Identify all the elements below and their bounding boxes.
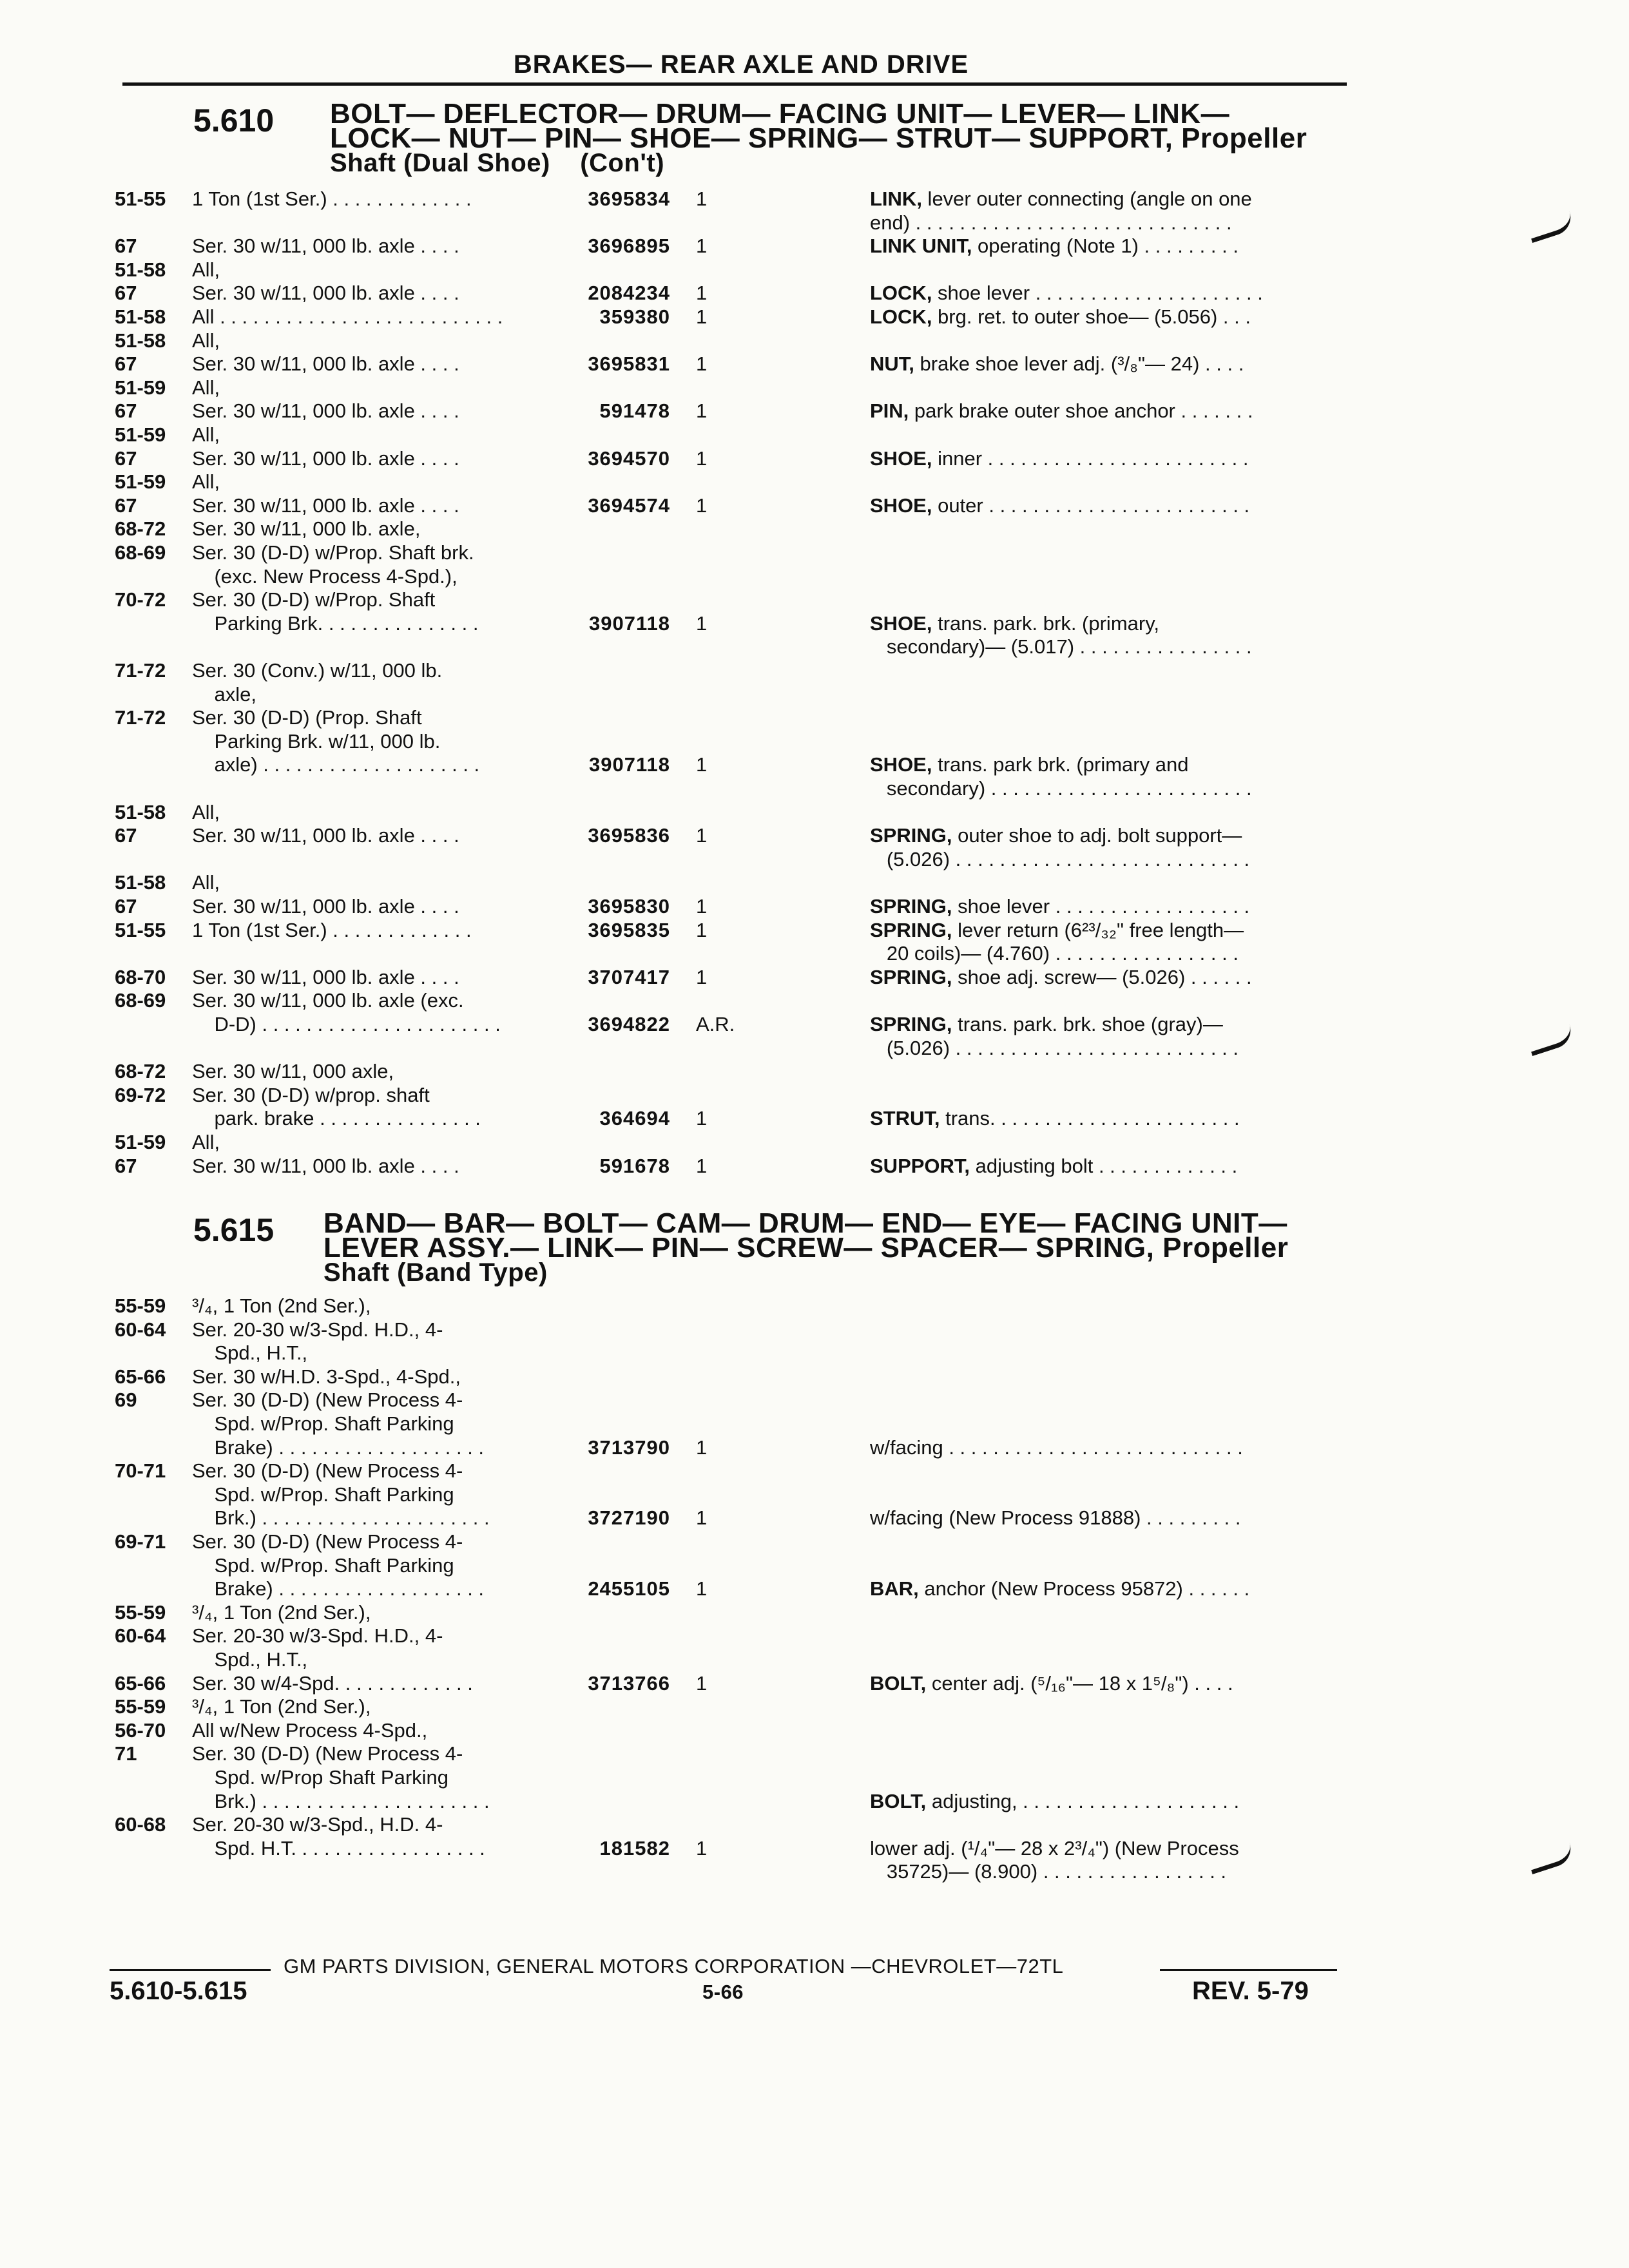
application-cell: All, [192,423,220,446]
year-cell: 68-72 [115,517,166,541]
part-number-cell: 591678 [599,1154,670,1177]
application-cell: All, [192,376,220,399]
part-number-cell: 359380 [599,305,670,328]
quantity-cell: 1 [696,305,708,328]
part-number-cell: 3696895 [588,235,670,258]
quantity-cell: 1 [696,447,708,470]
description-cell: SPRING, trans. park. brk. shoe (gray)— [870,1013,1223,1035]
description-keyword: SPRING, [870,965,952,988]
year-cell: 67 [115,1154,137,1177]
application-cell: axle) . . . . . . . . . . . . . . . . . . . . [192,753,480,776]
footer-section-range: 5.610-5.615 [110,1977,247,2005]
application-cell: Parking Brk. . . . . . . . . . . . . . . [192,611,479,635]
description-keyword: SPRING, [870,895,952,918]
description-keyword: LINK, [870,187,922,210]
quantity-cell: 1 [696,187,708,210]
application-cell: Spd., H.T., [192,1341,308,1365]
application-cell: All w/New Process 4-Spd., [192,1718,428,1742]
application-cell: All, [192,329,220,352]
quantity-cell: 1 [696,918,708,941]
year-cell: 51-59 [115,470,166,494]
application-cell: Brk.) . . . . . . . . . . . . . . . . . . . . . [192,1789,490,1812]
year-cell: 51-58 [115,800,166,823]
part-number-cell: 3727190 [588,1506,670,1530]
description-cell: SHOE, trans. park brk. (primary and [870,753,1189,776]
year-cell: 65-66 [115,1671,166,1695]
page-header-title: BRAKES— REAR AXLE AND DRIVE [513,50,969,79]
section-title-line: LOCK— NUT— PIN— SHOE— SPRING— STRUT— SUPPORT, Propeller [330,122,1307,154]
year-cell: 71-72 [115,706,166,729]
application-cell: 1 Ton (1st Ser.) . . . . . . . . . . . . . [192,918,472,941]
part-number-cell: 3713766 [588,1671,670,1695]
footer-company-line: GM PARTS DIVISION, GENERAL MOTORS CORPORATION —CHEVROLET—72TL [284,1955,1064,1977]
part-number-cell: 2455105 [588,1577,670,1600]
year-cell: 67 [115,235,137,258]
part-number-cell: 3695835 [588,918,670,941]
description-cell: SPRING, lever return (6²³/₃₂" free length— [870,918,1244,941]
description-cell: SPRING, shoe adj. screw— (5.026) . . . . . . [870,965,1252,988]
application-cell: Ser. 20-30 w/3-Spd., H.D. 4- [192,1813,443,1836]
application-cell: Ser. 30 w/11, 000 lb. axle . . . . [192,494,459,517]
quantity-cell: A.R. [696,1013,735,1035]
section-number: 5.615 [193,1212,275,1248]
year-cell: 67 [115,282,137,305]
quantity-cell: 1 [696,611,708,635]
year-cell: 69 [115,1389,137,1412]
year-cell: 67 [115,352,137,376]
part-number-cell: 3694570 [588,447,670,470]
part-number-cell: 591478 [599,399,670,423]
application-cell: 1 Ton (1st Ser.) . . . . . . . . . . . . . [192,187,472,210]
application-cell: Ser. 30 w/11, 000 lb. axle . . . . [192,965,459,988]
description-cell: 35725)— (8.900) . . . . . . . . . . . . . . . . . [870,1860,1227,1883]
section-number: 5.610 [193,102,275,139]
year-cell: 67 [115,824,137,847]
description-cell: STRUT, trans. . . . . . . . . . . . . . . . . . . . . . . [870,1107,1240,1130]
year-cell: 51-58 [115,871,166,894]
description-cell: SUPPORT, adjusting bolt . . . . . . . . . . . . . [870,1154,1238,1177]
description-keyword: BOLT, [870,1671,927,1695]
application-cell: Ser. 30 w/11, 000 lb. axle . . . . [192,447,459,470]
part-number-cell: 364694 [599,1107,670,1130]
year-cell: 68-69 [115,989,166,1012]
binder-mark [1527,211,1576,243]
application-cell: Ser. 30 w/11, 000 axle, [192,1060,394,1083]
application-cell: Spd. w/Prop Shaft Parking [192,1766,449,1789]
binder-mark [1527,1843,1576,1874]
year-cell: 51-55 [115,918,166,941]
quantity-cell: 1 [696,352,708,376]
application-cell: ³/₄, 1 Ton (2nd Ser.), [192,1600,371,1624]
application-cell: Ser. 30 w/11, 000 lb. axle, [192,517,421,541]
section-title-line: Shaft (Dual Shoe) (Con't) [330,149,665,177]
application-cell: Ser. 30 w/4-Spd. . . . . . . . . . . . . [192,1671,473,1695]
description-cell: SPRING, outer shoe to adj. bolt support— [870,824,1242,847]
year-cell: 67 [115,895,137,918]
description-cell: BOLT, center adj. (⁵/₁₆"— 18 x 1⁵/₈") . . . . [870,1671,1233,1695]
quantity-cell: 1 [696,1836,708,1860]
year-cell: 70-71 [115,1459,166,1483]
description-cell: PIN, park brake outer shoe anchor . . . . . . . [870,399,1253,423]
description-cell: SHOE, inner . . . . . . . . . . . . . . . . . . . . . . . . [870,447,1249,470]
description-keyword: SPRING, [870,1013,952,1035]
application-cell: Ser. 30 (Conv.) w/11, 000 lb. [192,659,443,682]
application-cell: All, [192,800,220,823]
description-keyword: LOCK, [870,282,932,305]
description-cell: SPRING, shoe lever . . . . . . . . . . . . . . . . . . [870,895,1250,918]
application-cell: Spd. w/Prop. Shaft Parking [192,1553,454,1577]
year-cell: 51-59 [115,376,166,399]
quantity-cell: 1 [696,895,708,918]
year-cell: 60-68 [115,1813,166,1836]
quantity-cell: 1 [696,965,708,988]
description-keyword: SHOE, [870,494,932,517]
year-cell: 71-72 [115,659,166,682]
description-cell: secondary) . . . . . . . . . . . . . . . . . . . . . . . . [870,777,1252,800]
quantity-cell: 1 [696,753,708,776]
application-cell: Ser. 30 w/H.D. 3-Spd., 4-Spd., [192,1365,461,1388]
application-cell: All, [192,258,220,281]
year-cell: 71 [115,1742,137,1765]
description-keyword: BOLT, [870,1789,927,1812]
year-cell: 51-58 [115,329,166,352]
application-cell: Brk.) . . . . . . . . . . . . . . . . . . . . . [192,1506,490,1530]
application-cell: Ser. 30 (D-D) w/Prop. Shaft brk. [192,541,474,564]
year-cell: 67 [115,494,137,517]
part-number-cell: 181582 [599,1836,670,1860]
year-cell: 67 [115,399,137,423]
year-cell: 51-58 [115,305,166,328]
section-title-line: BOLT— DEFLECTOR— DRUM— FACING UNIT— LEVER— LINK— [330,98,1230,130]
application-cell: (exc. New Process 4-Spd.), [192,564,458,588]
section-title-line: Shaft (Band Type) [323,1258,548,1287]
part-number-cell: 3694574 [588,494,670,517]
description-keyword: SHOE, [870,753,932,776]
quantity-cell: 1 [696,1154,708,1177]
application-cell: Ser. 30 w/11, 000 lb. axle . . . . [192,1154,459,1177]
application-cell: Spd., H.T., [192,1648,308,1671]
description-cell: LINK UNIT, operating (Note 1) . . . . . . . . . [870,235,1239,258]
year-cell: 55-59 [115,1294,166,1317]
binder-mark [1527,1024,1576,1056]
application-cell: All, [192,1131,220,1153]
description-cell: SHOE, outer . . . . . . . . . . . . . . . . . . . . . . . . [870,494,1250,517]
application-cell: All . . . . . . . . . . . . . . . . . . . . . . . . . . [192,305,503,328]
description-keyword: SPRING, [870,824,952,847]
year-cell: 60-64 [115,1318,166,1341]
quantity-cell: 1 [696,1436,708,1459]
part-number-cell: 3695830 [588,895,670,918]
application-cell: Spd. w/Prop. Shaft Parking [192,1412,454,1435]
description-cell: LINK, lever outer connecting (angle on one [870,187,1252,210]
description-keyword: LOCK, [870,305,932,328]
quantity-cell: 1 [696,1107,708,1130]
application-cell: park. brake . . . . . . . . . . . . . . . [192,1107,481,1130]
description-keyword: NUT, [870,352,914,376]
quantity-cell: 1 [696,235,708,258]
description-cell: LOCK, brg. ret. to outer shoe— (5.056) . . . [870,305,1251,328]
footer-page-number: 5-66 [702,1981,744,2003]
application-cell: Ser. 30 (D-D) (New Process 4- [192,1389,463,1412]
application-cell: Ser. 20-30 w/3-Spd. H.D., 4- [192,1318,443,1341]
application-cell: Brake) . . . . . . . . . . . . . . . . . . . [192,1436,485,1459]
application-cell: ³/₄, 1 Ton (2nd Ser.), [192,1695,371,1718]
application-cell: Ser. 30 (D-D) (New Process 4- [192,1530,463,1553]
application-cell: Ser. 30 w/11, 000 lb. axle . . . . [192,352,459,376]
year-cell: 67 [115,447,137,470]
application-cell: Ser. 30 (D-D) w/Prop. Shaft [192,588,436,611]
year-cell: 55-59 [115,1600,166,1624]
application-cell: Spd. w/Prop. Shaft Parking [192,1483,454,1506]
quantity-cell: 1 [696,282,708,305]
application-cell: All, [192,470,220,494]
description-cell: BAR, anchor (New Process 95872) . . . . . . [870,1577,1250,1600]
footer-revision: REV. 5-79 [1192,1977,1309,2005]
footer-rule-left [110,1969,271,1971]
application-cell: Ser. 30 w/11, 000 lb. axle . . . . [192,824,459,847]
description-cell: LOCK, shoe lever . . . . . . . . . . . . . . . . . . . . . [870,282,1263,305]
quantity-cell: 1 [696,494,708,517]
application-cell: Ser. 30 (D-D) w/prop. shaft [192,1083,430,1106]
quantity-cell: 1 [696,1577,708,1600]
year-cell: 69-72 [115,1083,166,1106]
description-cell: secondary)— (5.017) . . . . . . . . . . . . . . . . [870,635,1252,658]
header-rule [122,82,1347,86]
part-number-cell: 3907118 [589,753,670,776]
part-number-cell: 3695831 [588,352,670,376]
application-cell: Ser. 30 w/11, 000 lb. axle . . . . [192,895,459,918]
year-cell: 70-72 [115,588,166,611]
description-cell: SHOE, trans. park. brk. (primary, [870,611,1160,635]
description-keyword: LINK UNIT, [870,235,972,258]
application-cell: Ser. 30 w/11, 000 lb. axle (exc. [192,989,464,1012]
year-cell: 55-59 [115,1695,166,1718]
part-number-cell: 3907118 [589,611,670,635]
section-title-line: LEVER ASSY.— LINK— PIN— SCREW— SPACER— SPRING, Propeller [323,1232,1289,1264]
year-cell: 68-70 [115,965,166,988]
part-number-cell: 3694822 [588,1013,670,1035]
quantity-cell: 1 [696,824,708,847]
year-cell: 51-55 [115,187,166,210]
description-cell: lower adj. (¹/₄"— 28 x 2³/₄") (New Process [870,1836,1239,1860]
application-cell: All, [192,871,220,894]
description-keyword: PIN, [870,399,909,423]
part-number-cell: 3713790 [588,1436,670,1459]
application-cell: Ser. 30 w/11, 000 lb. axle . . . . [192,282,459,305]
description-keyword: SPRING, [870,918,952,941]
application-cell: Ser. 30 w/11, 000 lb. axle . . . . [192,235,459,258]
description-cell: NUT, brake shoe lever adj. (³/₈"— 24) . . . . [870,352,1244,376]
description-keyword: SHOE, [870,611,932,635]
part-number-cell: 2084234 [588,282,670,305]
description-cell: w/facing (New Process 91888) . . . . . . . . . [870,1506,1241,1530]
year-cell: 68-72 [115,1060,166,1083]
application-cell: Ser. 30 (D-D) (Prop. Shaft [192,706,422,729]
footer-rule-right [1160,1969,1337,1971]
year-cell: 56-70 [115,1718,166,1742]
application-cell: Parking Brk. w/11, 000 lb. [192,729,441,753]
description-keyword: SHOE, [870,447,932,470]
application-cell: Spd. H.T. . . . . . . . . . . . . . . . . . [192,1836,485,1860]
year-cell: 51-58 [115,258,166,281]
year-cell: 69-71 [115,1530,166,1553]
year-cell: 51-59 [115,1131,166,1153]
part-number-cell: 3707417 [588,965,670,988]
application-cell: Ser. 30 (D-D) (New Process 4- [192,1742,463,1765]
description-keyword: SUPPORT, [870,1154,970,1177]
section-title [330,98,1361,177]
description-keyword: STRUT, [870,1107,940,1130]
quantity-cell: 1 [696,1506,708,1530]
description-cell: 20 coils)— (4.760) . . . . . . . . . . . . . . . . . [870,942,1239,965]
part-number-cell: 3695836 [588,824,670,847]
application-cell: axle, [192,682,256,706]
part-number-cell: 3695834 [588,187,670,210]
description-cell: BOLT, adjusting, . . . . . . . . . . . . . . . . . . . . [870,1789,1240,1812]
quantity-cell: 1 [696,399,708,423]
section-title-line: BAND— BAR— BOLT— CAM— DRUM— END— EYE— FACING UNIT— [323,1207,1287,1239]
description-cell: (5.026) . . . . . . . . . . . . . . . . . . . . . . . . . . [870,1036,1239,1059]
year-cell: 65-66 [115,1365,166,1388]
description-keyword: BAR, [870,1577,919,1600]
description-cell: w/facing . . . . . . . . . . . . . . . . . . . . . . . . . . . [870,1436,1243,1459]
year-cell: 68-69 [115,541,166,564]
application-cell: Brake) . . . . . . . . . . . . . . . . . . . [192,1577,485,1600]
section-title [323,1207,1354,1287]
application-cell: ³/₄, 1 Ton (2nd Ser.), [192,1294,371,1317]
description-cell: end) . . . . . . . . . . . . . . . . . . . . . . . . . . . . . [870,211,1232,234]
application-cell: Ser. 20-30 w/3-Spd. H.D., 4- [192,1624,443,1648]
quantity-cell: 1 [696,1671,708,1695]
application-cell: D-D) . . . . . . . . . . . . . . . . . . . . . . [192,1013,501,1035]
description-cell: (5.026) . . . . . . . . . . . . . . . . . . . . . . . . . . . [870,847,1250,870]
year-cell: 51-59 [115,423,166,446]
year-cell: 60-64 [115,1624,166,1648]
application-cell: Ser. 30 w/11, 000 lb. axle . . . . [192,399,459,423]
application-cell: Ser. 30 (D-D) (New Process 4- [192,1459,463,1483]
